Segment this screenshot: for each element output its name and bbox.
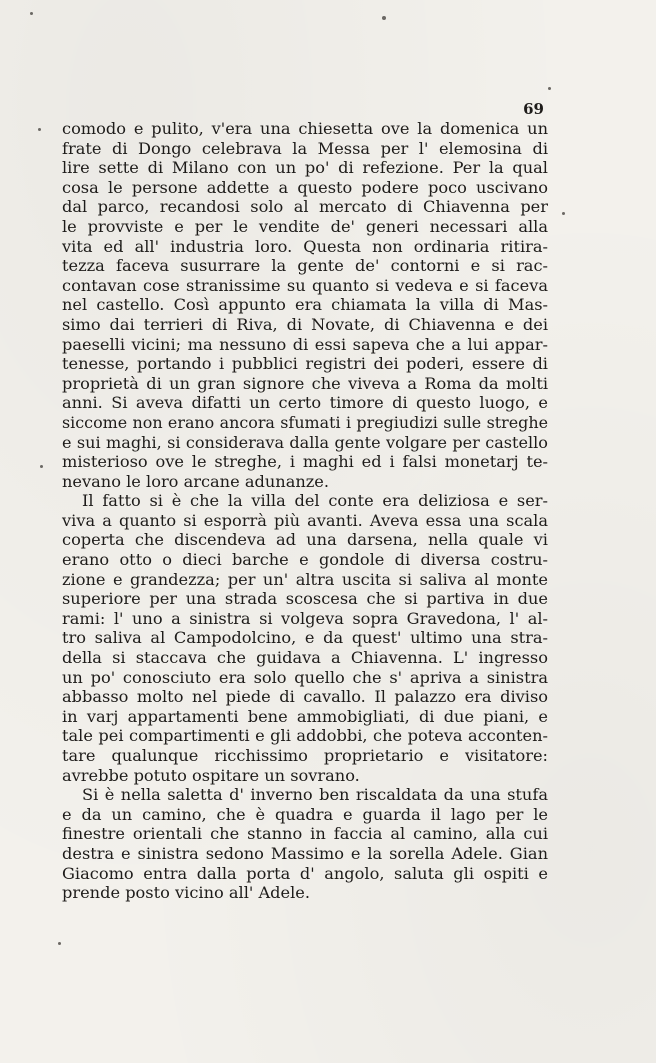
text-line: zione e grandezza; per un' altra uscita si saliva al monte	[62, 569, 548, 589]
text-line: e da un camino, che è quadra e guarda il lago per le	[62, 804, 548, 824]
text-line: proprietà di un gran signore che viveva a Roma da molti	[62, 373, 548, 393]
text-line: viva a quanto si esporrà più avanti. Aveva essa una scala	[62, 510, 548, 530]
print-speck	[562, 212, 565, 215]
text-line: simo dai terrieri di Riva, di Novate, di Chiavenna e dei	[62, 314, 548, 334]
text-line: avrebbe potuto ospitare un sovrano.	[62, 765, 360, 785]
text-line: destra e sinistra sedono Massimo e la sorella Adele. Gian	[62, 843, 548, 863]
print-speck	[30, 12, 33, 15]
text-line: dal parco, recandosi solo al mercato di Chiavenna per	[62, 197, 548, 217]
text-line: tenesse, portando i pubblici registri dei poderi, essere di	[62, 354, 548, 374]
text-line: nevano le loro arcane adunanze.	[62, 471, 330, 491]
text-line: tezza faceva susurrare la gente de' contorni e si rac-	[62, 256, 548, 276]
body-text	[62, 119, 548, 903]
text-line: Si è nella saletta d' inverno ben riscaldata da una stufa	[82, 785, 548, 805]
text-line: paeselli vicini; ma nessuno di essi sapeva che a lui appar-	[62, 334, 548, 354]
text-line: nel castello. Così appunto era chiamata la villa di Mas-	[62, 295, 548, 315]
print-speck	[40, 465, 43, 468]
text-line: prende posto vicino all' Adele.	[62, 883, 311, 903]
text-line: e sui maghi, si considerava dalla gente volgare per castello	[62, 432, 548, 452]
text-line: erano otto o dieci barche e gondole di diversa costru-	[62, 550, 548, 570]
text-line: finestre orientali che stanno in faccia al camino, alla cui	[62, 824, 548, 844]
text-line: anni. Si aveva difatti un certo timore di questo luogo, e	[62, 393, 548, 413]
text-line: lire sette di Milano con un po' di refezione. Per la qual	[62, 158, 548, 178]
print-speck	[382, 16, 386, 20]
print-speck	[58, 942, 61, 945]
text-line: della si staccava che guidava a Chiavenna. L' ingresso	[62, 648, 548, 668]
text-line: tare qualunque ricchissimo proprietario e visitatore:	[62, 746, 548, 765]
text-line: contavan cose stranissime su quanto si vedeva e si faceva	[62, 275, 548, 295]
text-line: superiore per una strada scoscesa che si partiva in due	[62, 589, 548, 609]
text-line: abbasso molto nel piede di cavallo. Il palazzo era diviso	[62, 687, 548, 707]
text-line: coperta che discendeva ad una darsena, nella quale vi	[62, 530, 548, 550]
text-line: siccome non erano ancora sfumati i pregiudizi sulle streghe	[62, 412, 548, 432]
print-speck	[548, 87, 551, 90]
text-line: vita ed all' industria loro. Questa non ordinaria ritira-	[62, 236, 548, 256]
page-number: 69	[523, 100, 544, 118]
text-line: comodo e pulito, v'era una chiesetta ove la domenica un	[62, 119, 548, 138]
text-line: cosa le persone addette a questo podere poco uscivano	[62, 177, 548, 197]
text-line: tale pei compartimenti e gli addobbi, che poteva acconten-	[62, 726, 548, 746]
print-speck	[38, 128, 41, 131]
text-line: un po' conosciuto era solo quello che s' apriva a sinistra	[62, 667, 548, 687]
text-line: frate di Dongo celebrava la Messa per l' elemosina di	[62, 138, 548, 158]
text-line: in varj appartamenti bene ammobigliati, di due piani, e	[62, 706, 548, 726]
text-line: Il fatto si è che la villa del conte era deliziosa e ser-	[82, 491, 548, 511]
text-line: tro saliva al Campodolcino, e da quest' ultimo una stra-	[62, 628, 548, 648]
text-line: Giacomo entra dalla porta d' angolo, saluta gli ospiti e	[62, 863, 548, 883]
text-line: misterioso ove le streghe, i maghi ed i falsi monetarj te-	[62, 452, 548, 472]
text-line: rami: l' uno a sinistra si volgeva sopra Gravedona, l' al-	[62, 608, 548, 628]
text-line: le provviste e per le vendite de' generi necessari alla	[62, 216, 548, 236]
